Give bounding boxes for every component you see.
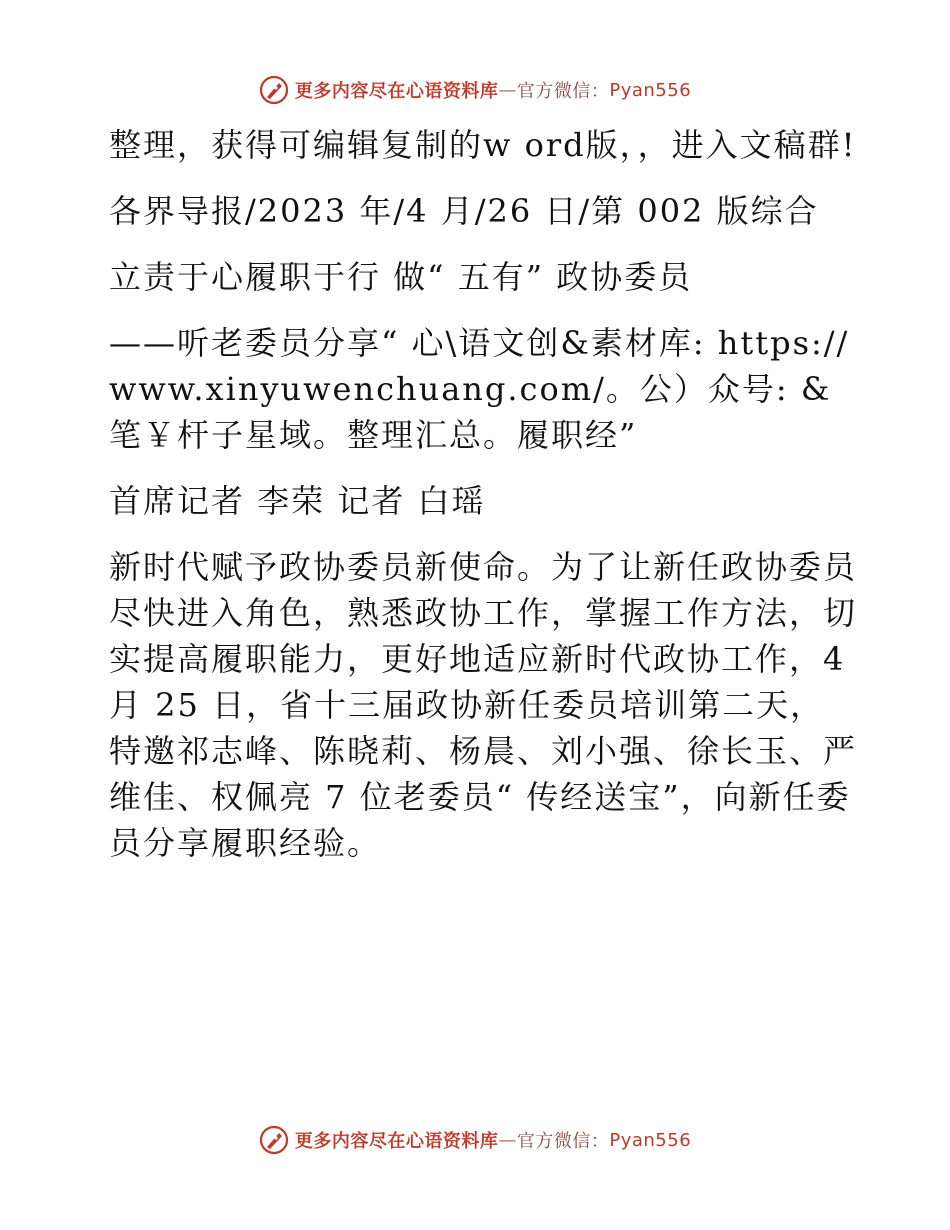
document-body — [97, 122, 857, 886]
article-subtitle: ——听老委员分享“ 心\语文创&素材库: https://www.xinyuwenchuang.com/。公）众号: &笔￥杆子星域。整理汇总。履职经” — [109, 324, 850, 454]
header-banner — [0, 70, 950, 110]
paragraph-source: 各界导报/2023 年/4 月/26 日/第 002 版综合 — [109, 192, 819, 230]
banner-prefix: 更多内容尽在心语资料库 — [294, 81, 499, 102]
footer-banner — [0, 1120, 950, 1160]
banner-dash: — — [498, 79, 517, 101]
article-title: 立责于心履职于行 做“ 五有” 政协委员 — [109, 258, 693, 296]
paragraph-intro: 整理，获得可编辑复制的w ord版，，进入文稿群! — [109, 126, 857, 164]
banner-wechat-id: Pyan556 — [609, 79, 692, 101]
pen-nib-logo-icon — [259, 1125, 289, 1155]
pen-nib-logo-icon — [259, 75, 289, 105]
banner-wechat-id: Pyan556 — [609, 1129, 692, 1151]
article-byline: 首席记者 李荣 记者 白瑶 — [109, 482, 486, 520]
banner-official: 官方微信： — [516, 1131, 610, 1152]
paragraph-body: 新时代赋予政协委员新使命。为了让新任政协委员尽快进入角色，熟悉政协工作，掌握工作方法，切实提高履职能力，更好地适应新时代政协工作，4 月 25 日，省十三届政协新任委员培训第二天，特邀祁志峰、陈晓莉、杨晨、刘小强、徐长玉、严维佳、权佩亮 7 位老委员“ 传经送宝”，向新任委员分享履职经验。 — [109, 548, 858, 862]
banner-prefix: 更多内容尽在心语资料库 — [294, 1131, 499, 1152]
banner-dash: — — [498, 1129, 517, 1151]
banner-official: 官方微信： — [516, 81, 610, 102]
